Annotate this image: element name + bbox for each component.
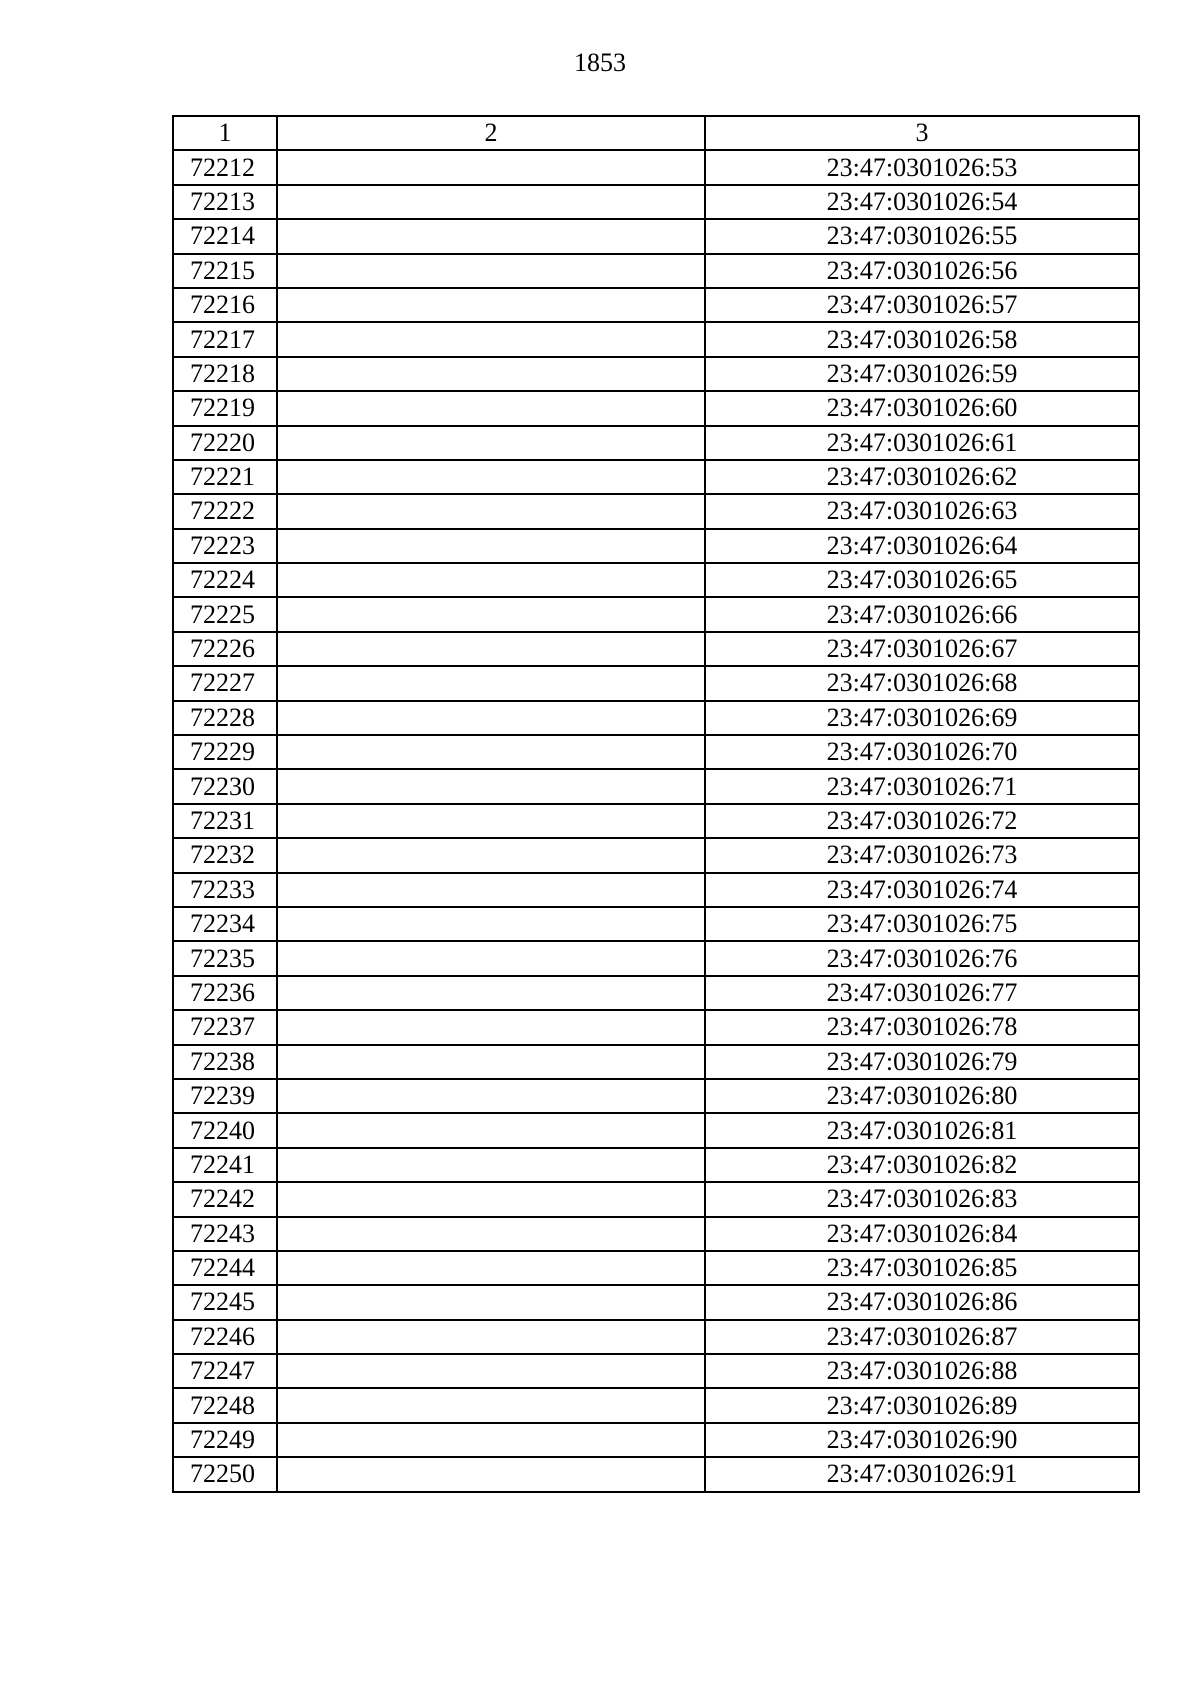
row-number-cell: 72248 bbox=[173, 1388, 277, 1422]
cadastral-number-cell: 23:47:0301026:66 bbox=[705, 597, 1139, 631]
row-name-cell bbox=[277, 907, 705, 941]
table-row bbox=[173, 666, 1139, 700]
row-name-cell bbox=[277, 666, 705, 700]
row-number-cell: 72241 bbox=[173, 1148, 277, 1182]
row-number-cell: 72235 bbox=[173, 941, 277, 975]
table-row bbox=[173, 1079, 1139, 1113]
row-name-cell bbox=[277, 1148, 705, 1182]
row-number-cell: 72237 bbox=[173, 1010, 277, 1044]
cadastral-number-cell: 23:47:0301026:71 bbox=[705, 769, 1139, 803]
row-number-cell: 72222 bbox=[173, 494, 277, 528]
cadastral-number-cell: 23:47:0301026:82 bbox=[705, 1148, 1139, 1182]
row-number-cell: 72215 bbox=[173, 254, 277, 288]
row-name-cell bbox=[277, 322, 705, 356]
row-name-cell bbox=[277, 460, 705, 494]
cadastral-number-cell: 23:47:0301026:79 bbox=[705, 1045, 1139, 1079]
row-number-cell: 72219 bbox=[173, 391, 277, 425]
row-name-cell bbox=[277, 254, 705, 288]
row-name-cell bbox=[277, 1217, 705, 1251]
table-row bbox=[173, 1354, 1139, 1388]
row-name-cell bbox=[277, 1354, 705, 1388]
cadastral-number-cell: 23:47:0301026:64 bbox=[705, 529, 1139, 563]
table-row bbox=[173, 769, 1139, 803]
row-name-cell bbox=[277, 838, 705, 872]
row-name-cell bbox=[277, 1388, 705, 1422]
cadastral-number-cell: 23:47:0301026:85 bbox=[705, 1251, 1139, 1285]
cadastral-number-cell: 23:47:0301026:90 bbox=[705, 1423, 1139, 1457]
table-row bbox=[173, 254, 1139, 288]
column-header-3: 3 bbox=[705, 116, 1139, 150]
cadastral-number-cell: 23:47:0301026:87 bbox=[705, 1320, 1139, 1354]
table-row bbox=[173, 941, 1139, 975]
row-name-cell bbox=[277, 391, 705, 425]
cadastral-number-cell: 23:47:0301026:67 bbox=[705, 632, 1139, 666]
cadastral-number-cell: 23:47:0301026:89 bbox=[705, 1388, 1139, 1422]
row-number-cell: 72213 bbox=[173, 185, 277, 219]
cadastral-number-cell: 23:47:0301026:57 bbox=[705, 288, 1139, 322]
row-name-cell bbox=[277, 1113, 705, 1147]
row-number-cell: 72232 bbox=[173, 838, 277, 872]
table-row bbox=[173, 322, 1139, 356]
table-row bbox=[173, 1010, 1139, 1044]
table-row bbox=[173, 838, 1139, 872]
row-number-cell: 72242 bbox=[173, 1182, 277, 1216]
table-row bbox=[173, 563, 1139, 597]
row-number-cell: 72231 bbox=[173, 804, 277, 838]
row-name-cell bbox=[277, 804, 705, 838]
cadastral-number-cell: 23:47:0301026:65 bbox=[705, 563, 1139, 597]
row-number-cell: 72249 bbox=[173, 1423, 277, 1457]
cadastral-number-cell: 23:47:0301026:78 bbox=[705, 1010, 1139, 1044]
cadastral-number-cell: 23:47:0301026:76 bbox=[705, 941, 1139, 975]
cadastral-number-cell: 23:47:0301026:63 bbox=[705, 494, 1139, 528]
table-row bbox=[173, 1251, 1139, 1285]
row-number-cell: 72214 bbox=[173, 219, 277, 253]
row-number-cell: 72247 bbox=[173, 1354, 277, 1388]
row-name-cell bbox=[277, 1457, 705, 1491]
row-number-cell: 72243 bbox=[173, 1217, 277, 1251]
cadastral-number-cell: 23:47:0301026:86 bbox=[705, 1285, 1139, 1319]
row-name-cell bbox=[277, 976, 705, 1010]
table-row bbox=[173, 632, 1139, 666]
row-number-cell: 72221 bbox=[173, 460, 277, 494]
table-row bbox=[173, 1113, 1139, 1147]
table-row bbox=[173, 1217, 1139, 1251]
table-row bbox=[173, 1388, 1139, 1422]
cadastral-number-cell: 23:47:0301026:73 bbox=[705, 838, 1139, 872]
row-name-cell bbox=[277, 494, 705, 528]
cadastral-number-cell: 23:47:0301026:58 bbox=[705, 322, 1139, 356]
row-name-cell bbox=[277, 941, 705, 975]
cadastral-number-cell: 23:47:0301026:77 bbox=[705, 976, 1139, 1010]
row-name-cell bbox=[277, 873, 705, 907]
column-header-1: 1 bbox=[173, 116, 277, 150]
row-name-cell bbox=[277, 1320, 705, 1354]
cadastral-number-cell: 23:47:0301026:53 bbox=[705, 150, 1139, 184]
row-name-cell bbox=[277, 769, 705, 803]
cadastral-number-cell: 23:47:0301026:72 bbox=[705, 804, 1139, 838]
cadastral-number-cell: 23:47:0301026:84 bbox=[705, 1217, 1139, 1251]
table-row bbox=[173, 460, 1139, 494]
row-name-cell bbox=[277, 632, 705, 666]
row-name-cell bbox=[277, 219, 705, 253]
table-row bbox=[173, 426, 1139, 460]
cadastral-number-cell: 23:47:0301026:61 bbox=[705, 426, 1139, 460]
register-table bbox=[172, 115, 1140, 1493]
table-row bbox=[173, 1457, 1139, 1491]
row-name-cell bbox=[277, 1423, 705, 1457]
row-name-cell bbox=[277, 529, 705, 563]
row-number-cell: 72246 bbox=[173, 1320, 277, 1354]
cadastral-number-cell: 23:47:0301026:60 bbox=[705, 391, 1139, 425]
row-name-cell bbox=[277, 1251, 705, 1285]
row-number-cell: 72225 bbox=[173, 597, 277, 631]
table-row bbox=[173, 185, 1139, 219]
table-row bbox=[173, 1423, 1139, 1457]
cadastral-number-cell: 23:47:0301026:74 bbox=[705, 873, 1139, 907]
row-name-cell bbox=[277, 185, 705, 219]
table-row bbox=[173, 976, 1139, 1010]
cadastral-number-cell: 23:47:0301026:68 bbox=[705, 666, 1139, 700]
row-name-cell bbox=[277, 1010, 705, 1044]
table-row bbox=[173, 357, 1139, 391]
cadastral-number-cell: 23:47:0301026:81 bbox=[705, 1113, 1139, 1147]
row-number-cell: 72226 bbox=[173, 632, 277, 666]
table-row bbox=[173, 804, 1139, 838]
cadastral-number-cell: 23:47:0301026:83 bbox=[705, 1182, 1139, 1216]
table-row bbox=[173, 735, 1139, 769]
row-name-cell bbox=[277, 357, 705, 391]
row-name-cell bbox=[277, 150, 705, 184]
cadastral-number-cell: 23:47:0301026:56 bbox=[705, 254, 1139, 288]
row-number-cell: 72220 bbox=[173, 426, 277, 460]
column-header-2: 2 bbox=[277, 116, 705, 150]
cadastral-number-cell: 23:47:0301026:54 bbox=[705, 185, 1139, 219]
page-number: 1853 bbox=[574, 48, 626, 77]
table-row bbox=[173, 529, 1139, 563]
row-number-cell: 72216 bbox=[173, 288, 277, 322]
row-number-cell: 72250 bbox=[173, 1457, 277, 1491]
table-row bbox=[173, 701, 1139, 735]
table-header-row bbox=[173, 116, 1139, 150]
table-row bbox=[173, 391, 1139, 425]
cadastral-number-cell: 23:47:0301026:55 bbox=[705, 219, 1139, 253]
table-row bbox=[173, 907, 1139, 941]
table-row bbox=[173, 1148, 1139, 1182]
cadastral-number-cell: 23:47:0301026:80 bbox=[705, 1079, 1139, 1113]
cadastral-number-cell: 23:47:0301026:62 bbox=[705, 460, 1139, 494]
table-row bbox=[173, 1320, 1139, 1354]
table-row bbox=[173, 150, 1139, 184]
table-row bbox=[173, 1182, 1139, 1216]
row-number-cell: 72230 bbox=[173, 769, 277, 803]
table-row bbox=[173, 219, 1139, 253]
table-row bbox=[173, 1285, 1139, 1319]
table-row bbox=[173, 597, 1139, 631]
row-name-cell bbox=[277, 597, 705, 631]
cadastral-number-cell: 23:47:0301026:59 bbox=[705, 357, 1139, 391]
row-name-cell bbox=[277, 1079, 705, 1113]
row-number-cell: 72217 bbox=[173, 322, 277, 356]
row-name-cell bbox=[277, 288, 705, 322]
table-row bbox=[173, 873, 1139, 907]
row-number-cell: 72239 bbox=[173, 1079, 277, 1113]
row-number-cell: 72244 bbox=[173, 1251, 277, 1285]
row-number-cell: 72228 bbox=[173, 701, 277, 735]
cadastral-number-cell: 23:47:0301026:88 bbox=[705, 1354, 1139, 1388]
row-number-cell: 72223 bbox=[173, 529, 277, 563]
row-number-cell: 72236 bbox=[173, 976, 277, 1010]
row-number-cell: 72238 bbox=[173, 1045, 277, 1079]
cadastral-number-cell: 23:47:0301026:69 bbox=[705, 701, 1139, 735]
row-name-cell bbox=[277, 701, 705, 735]
row-number-cell: 72212 bbox=[173, 150, 277, 184]
table-row bbox=[173, 1045, 1139, 1079]
row-name-cell bbox=[277, 1285, 705, 1319]
row-name-cell bbox=[277, 426, 705, 460]
row-number-cell: 72229 bbox=[173, 735, 277, 769]
table-row bbox=[173, 494, 1139, 528]
table-row bbox=[173, 288, 1139, 322]
row-name-cell bbox=[277, 1182, 705, 1216]
row-number-cell: 72227 bbox=[173, 666, 277, 700]
cadastral-number-cell: 23:47:0301026:91 bbox=[705, 1457, 1139, 1491]
cadastral-number-cell: 23:47:0301026:75 bbox=[705, 907, 1139, 941]
table-body bbox=[173, 116, 1139, 1492]
row-number-cell: 72245 bbox=[173, 1285, 277, 1319]
row-number-cell: 72233 bbox=[173, 873, 277, 907]
row-name-cell bbox=[277, 735, 705, 769]
row-number-cell: 72240 bbox=[173, 1113, 277, 1147]
row-number-cell: 72224 bbox=[173, 563, 277, 597]
cadastral-number-cell: 23:47:0301026:70 bbox=[705, 735, 1139, 769]
row-number-cell: 72218 bbox=[173, 357, 277, 391]
row-name-cell bbox=[277, 1045, 705, 1079]
row-number-cell: 72234 bbox=[173, 907, 277, 941]
row-name-cell bbox=[277, 563, 705, 597]
